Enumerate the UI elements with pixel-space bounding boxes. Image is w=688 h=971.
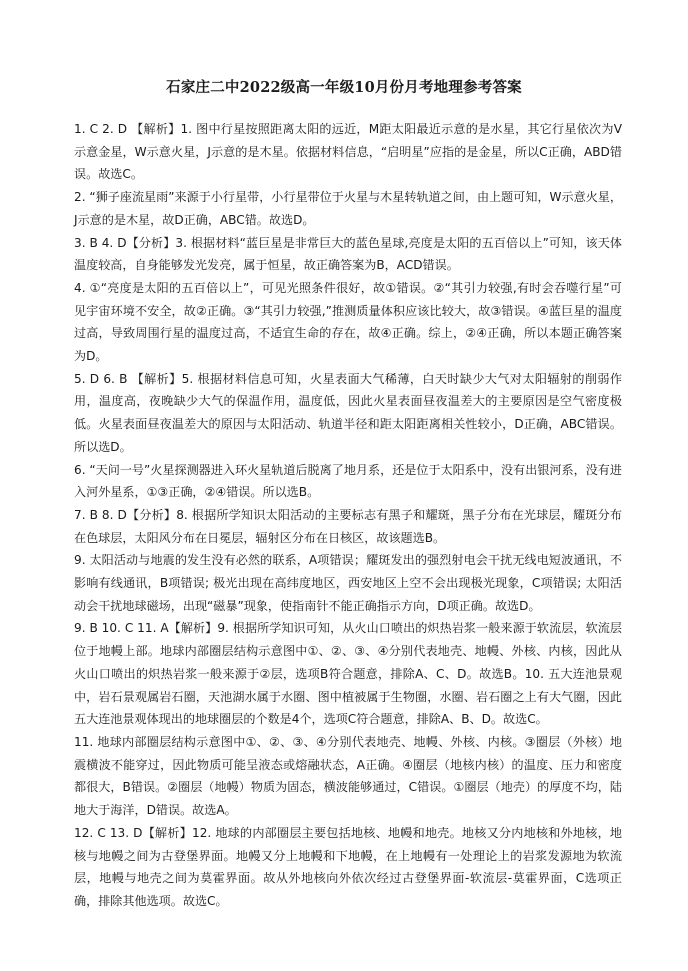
- answer-paragraph: 11. 地球内部圈层结构示意图中①、②、③、④分别代表地壳、地幔、外核、内核。③圈层（外核）地震横波不能穿过，因此物质可能呈液态或熔融状态，A正确。④圈层（地核内核）的温度、压力和密度都很大，B错误。②圈层（地幔）物质为固态，横波能够通过，C错误。①圈层（地壳）的厚度不均，陆地大于海洋，D错误。故选A。: [74, 734, 622, 818]
- answer-paragraph: 9. 太阳活动与地震的发生没有必然的联系，A项错误；耀斑发出的强烈射电会干扰无线电短波通讯，不影响有线通讯，B项错误; 极光出现在高纬度地区，西安地区上空不会出现极光现象，C项错误; 太阳活动会干扰地球磁场，出现“磁暴”现象，使指南针不能正确指示方向，D项正确。故选D。: [74, 553, 622, 613]
- answer-paragraph: 7. B 8. D【分析】8. 根据所学知识太阳活动的主要标志有黑子和耀斑，黑子分布在光球层，耀斑分布在色球层，太阳风分布在日冕层，辐射区分布在日核区，故该题选B。: [74, 507, 622, 545]
- answer-paragraph: 4. ①“亮度是太阳的五百倍以上”，可见光照条件很好，故①错误。②“其引力较强,有时会吞噬行星”可见宇宙环境不安全，故②正确。③“其引力较强,”推测质量体积应该比较大，故③错误。④蓝巨星的温度过高，导致周围行星的温度过高，不适宜生命的存在，故④正确。综上，②④正确，所以本题正确答案为D。: [74, 280, 622, 364]
- answer-paragraph: 12. C 13. D【解析】12. 地球的内部圈层主要包括地核、地幔和地壳。地核又分内地核和外地核，地核与地幔之间为古登堡界面。地幔又分上地幔和下地幔，在上地幔有一处理论上的岩浆发源地为软流层，地幔与地壳之间为莫霍界面。故从外地核向外依次经过古登堡界面-软流层-莫霍界面，C选项正确，排除其他选项。故选C。: [74, 825, 622, 908]
- answer-content: [74, 118, 622, 913]
- page-title: 石家庄二中2022级高一年级10月份月考地理参考答案: [166, 79, 522, 96]
- answer-paragraph: 3. B 4. D【分析】3. 根据材料“蓝巨星是非常巨大的蓝色星球,亮度是太阳的五百倍以上”可知，该天体温度较高，自身能够发光发亮，属于恒星，故正确答案为B，ACD错误。: [74, 235, 622, 273]
- answer-paragraph: 6. “天问一号”火星探测器进入环火星轨道后脱离了地月系，还是位于太阳系中，没有出银河系，没有进入河外星系，①③正确，②④错误。所以选B。: [74, 462, 622, 500]
- answer-paragraph: 1. C 2. D 【解析】1. 图中行星按照距离太阳的远近，M距太阳最近示意的是水星，其它行星依次为V示意金星，W示意火星，J示意的是木星。依据材料信息，“启明星”应指的是金星，所以C正确，ABD错误。故选C。: [74, 122, 622, 182]
- answer-paragraph: 5. D 6. B 【解析】5. 根据材料信息可知，火星表面大气稀薄，白天时缺少大气对太阳辐射的削弱作用，温度高，夜晚缺少大气的保温作用，温度低，因此火星表面昼夜温差大的主要原因是空气密度极低。火星表面昼夜温差大的原因与太阳活动、轨道半径和距太阳距离相关性较小，D正确，ABC错误。所以选D。: [74, 371, 622, 454]
- answer-paragraph: 2. “狮子座流星雨”来源于小行星带，小行星带位于火星与木星转轨道之间，由上题可知，W示意火星，J示意的是木星，故D正确，ABC错。故选D。: [74, 190, 622, 227]
- answer-paragraph: 9. B 10. C 11. A【解析】9. 根据所学知识可知，从火山口喷出的炽热岩浆一般来源于软流层，软流层位于地幔上部。地球内部圈层结构示意图中①、②、③、④分别代表地壳、地幔、外核、内核，因此从火山口喷出的炽热岩浆一般来源于②层，选项B符合题意，排除A、C、D。故选B。10. 五大连池景观中，岩石景观属岩石圈，天池湖水属于水圈、图中植被属于生物圈，水圈、岩石圈之上有大气圈，因此五大连池景观体现出的地球圈层的个数是4个，选项C符合题意，排除A、B、D。故选C。: [74, 621, 622, 727]
